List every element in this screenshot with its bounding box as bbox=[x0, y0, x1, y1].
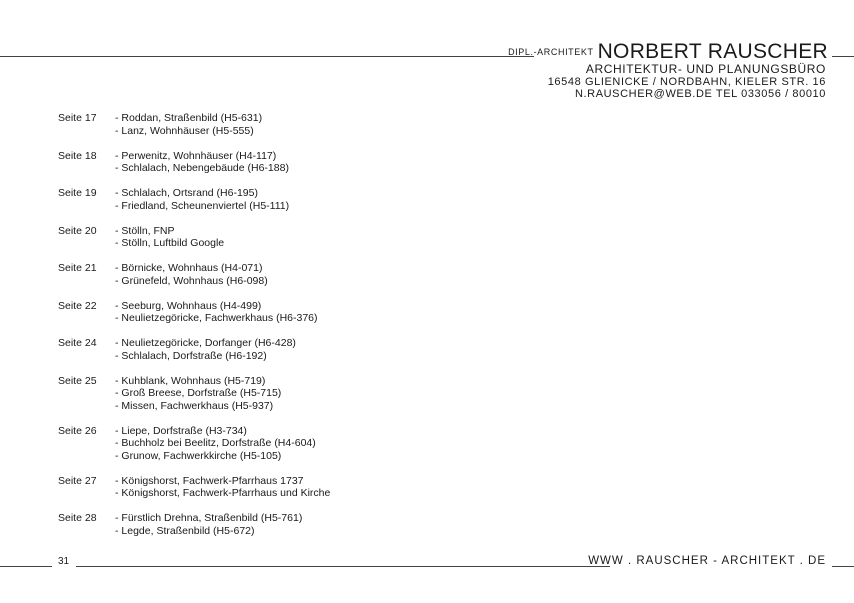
entry-items bbox=[115, 150, 289, 175]
index-entry bbox=[58, 150, 758, 175]
page-label: Seite 18 bbox=[58, 149, 97, 162]
entry-items bbox=[115, 300, 318, 325]
index-entry bbox=[58, 225, 758, 250]
header-address: 16548 GLIENICKE / NORDBAHN, KIELER STR. 16 bbox=[547, 76, 826, 88]
list-item: - Stölln, Luftbild Google bbox=[115, 237, 225, 249]
index-entry bbox=[58, 300, 758, 325]
list-item: - Groß Breese, Dorfstraße (H5-715) bbox=[115, 387, 282, 399]
index-entry bbox=[58, 425, 758, 463]
header-rule-right bbox=[832, 56, 854, 57]
entry-items bbox=[115, 512, 302, 537]
index-entry bbox=[58, 512, 758, 537]
website-link[interactable]: WWW . RAUSCHER - ARCHITEKT . DE bbox=[588, 555, 826, 567]
index-entry bbox=[58, 375, 758, 413]
header-rule-left bbox=[0, 56, 534, 57]
index-entry bbox=[58, 337, 758, 362]
page-label: Seite 27 bbox=[58, 474, 97, 487]
page-label: Seite 19 bbox=[58, 187, 97, 199]
list-item: - Legde, Straßenbild (H5-672) bbox=[115, 524, 255, 537]
page-label: Seite 22 bbox=[58, 299, 97, 312]
header-contact: N.RAUSCHER@WEB.DE TEL 033056 / 80010 bbox=[574, 88, 826, 100]
list-item: - Perwenitz, Wohnhäuser (H4-117) bbox=[115, 149, 277, 162]
header-prefix: DIPL.-ARCHITEKT bbox=[508, 47, 594, 57]
list-item: - Schlalach, Nebengebäude (H6-188) bbox=[115, 162, 289, 174]
list-item: - Friedland, Scheunenviertel (H5-111) bbox=[115, 199, 290, 212]
footer-rule-left bbox=[0, 566, 52, 567]
list-item: - Börnicke, Wohnhaus (H4-071) bbox=[115, 262, 263, 274]
entry-items bbox=[115, 375, 281, 413]
page-label: Seite 17 bbox=[58, 112, 97, 124]
page-label: Seite 24 bbox=[58, 337, 97, 349]
list-item: - Lanz, Wohnhäuser (H5-555) bbox=[115, 124, 254, 137]
index-entry bbox=[58, 187, 758, 212]
list-item: - Missen, Fachwerkhaus (H5-937) bbox=[115, 399, 274, 412]
list-item: - Königshorst, Fachwerk-Pfarrhaus und Kirche bbox=[115, 487, 331, 499]
list-item: - Neulietzegöricke, Fachwerkhaus (H6-376) bbox=[115, 312, 318, 324]
page-label: Seite 26 bbox=[58, 424, 97, 437]
page-label: Seite 20 bbox=[58, 224, 97, 237]
list-item: - Neulietzegöricke, Dorfanger (H6-428) bbox=[115, 337, 296, 349]
list-item: - Seeburg, Wohnhaus (H4-499) bbox=[115, 299, 262, 312]
header-subtitle: ARCHITEKTUR- UND PLANUNGSBÜRO bbox=[585, 62, 826, 76]
list-item: - Grünefeld, Wohnhaus (H6-098) bbox=[115, 274, 268, 287]
page-label: Seite 21 bbox=[58, 262, 97, 274]
list-item: - Buchholz bei Beelitz, Dorfstraße (H4-604) bbox=[115, 437, 316, 449]
page-label: Seite 28 bbox=[58, 512, 97, 524]
entry-items bbox=[115, 337, 296, 362]
list-item: - Liepe, Dorfstraße (H3-734) bbox=[115, 424, 247, 437]
footer-rule-right bbox=[832, 566, 854, 567]
list-item: - Kuhblank, Wohnhaus (H5-719) bbox=[115, 374, 266, 387]
entry-items bbox=[115, 225, 224, 250]
entry-items bbox=[115, 112, 262, 137]
entry-items bbox=[115, 475, 330, 500]
list-item: - Roddan, Straßenbild (H5-631) bbox=[115, 112, 263, 124]
entry-items bbox=[115, 262, 268, 287]
list-item: - Schlalach, Ortsrand (H6-195) bbox=[115, 187, 258, 199]
index-entry bbox=[58, 112, 758, 137]
page-index bbox=[58, 112, 758, 550]
list-item: - Schlalach, Dorfstraße (H6-192) bbox=[115, 349, 267, 362]
list-item: - Königshorst, Fachwerk-Pfarrhaus 1737 bbox=[115, 474, 304, 487]
list-item: - Fürstlich Drehna, Straßenbild (H5-761) bbox=[115, 512, 303, 524]
entry-items bbox=[115, 187, 289, 212]
index-entry bbox=[58, 475, 758, 500]
page-label: Seite 25 bbox=[58, 374, 97, 387]
header-title bbox=[508, 40, 828, 64]
list-item: - Stölln, FNP bbox=[115, 224, 175, 237]
architect-name: NORBERT RAUSCHER bbox=[597, 40, 828, 63]
entry-items bbox=[115, 425, 316, 463]
footer-rule-middle bbox=[76, 566, 610, 567]
list-item: - Grunow, Fachwerkkirche (H5-105) bbox=[115, 449, 282, 462]
page-number: 31 bbox=[58, 556, 70, 567]
index-entry bbox=[58, 262, 758, 287]
